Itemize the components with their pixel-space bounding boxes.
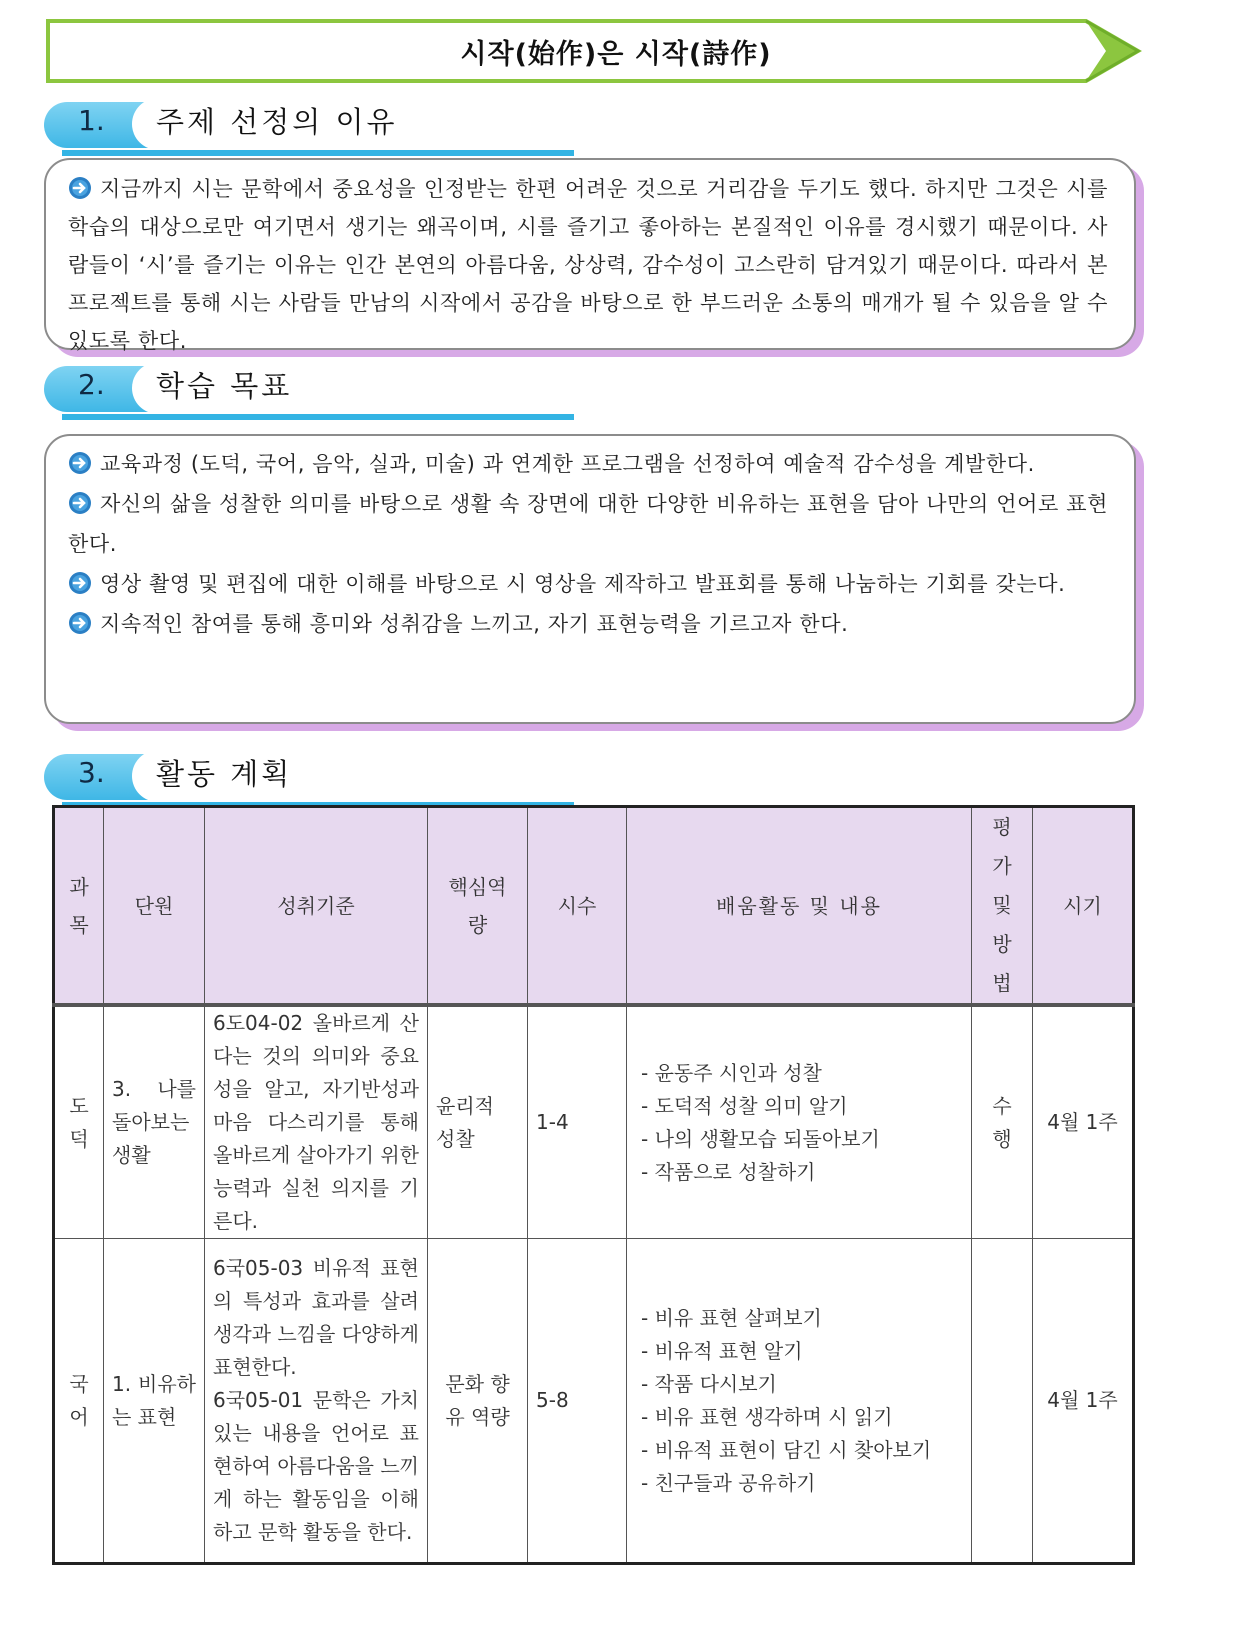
cell-activities <box>627 1239 972 1564</box>
activity-plan-table <box>52 805 1132 1565</box>
section-title: 활동 계획 <box>156 757 293 791</box>
goal-item <box>68 484 1108 564</box>
goal-text: 교육과정 (도덕, 국어, 음악, 실과, 미술) 과 연계한 프로그램을 선정하여 예술적 감수성을 계발한다. <box>100 452 1035 476</box>
cell-unit: 3. 나를 돌아보는 생활 <box>104 1005 205 1239</box>
cell-hours: 1-4 <box>528 1005 627 1239</box>
title-banner <box>46 18 1196 84</box>
activity-item: - 작품으로 성찰하기 <box>641 1159 816 1184</box>
section-heading-1 <box>44 98 574 158</box>
goal-text: 지속적인 참여를 통해 흥미와 성취감을 느끼고, 자기 표현능력을 기르고자 한다. <box>100 612 849 636</box>
cell-timing: 4월 1주 <box>1033 1005 1134 1239</box>
arrow-circle-icon <box>68 611 92 635</box>
section-underline <box>62 150 574 156</box>
section-number: 3. <box>78 756 105 789</box>
cell-unit: 1. 비유하는 표현 <box>104 1239 205 1564</box>
arrow-circle-icon <box>68 571 92 595</box>
header-evaluation: 평 가 및 방 법 <box>972 807 1033 1006</box>
section-heading-2 <box>44 362 574 422</box>
header-unit: 단원 <box>104 807 205 1006</box>
cell-timing: 4월 1주 <box>1033 1239 1134 1564</box>
cell-competency: 문화 향유 역량 <box>428 1239 528 1564</box>
reason-box <box>44 158 1136 353</box>
section-title: 학습 목표 <box>156 369 293 403</box>
cell-subject: 국 어 <box>54 1239 104 1564</box>
activity-item: - 비유 표현 생각하며 시 읽기 <box>641 1404 893 1429</box>
table-header-row <box>54 807 1134 1006</box>
activity-item: - 비유 표현 살펴보기 <box>641 1305 822 1330</box>
header-subject: 과 목 <box>54 807 104 1006</box>
table-row <box>54 1239 1134 1564</box>
goal-text: 영상 촬영 및 편집에 대한 이해를 바탕으로 시 영상을 제작하고 발표회를 통해 나눔하는 기회를 갖는다. <box>100 572 1066 596</box>
activity-item: - 나의 생활모습 되돌아보기 <box>641 1126 880 1151</box>
goal-text: 자신의 삶을 성찰한 의미를 바탕으로 생활 속 장면에 대한 다양한 비유하는 표현을 담아 나만의 언어로 표현한다. <box>68 492 1108 556</box>
header-competency: 핵심역 량 <box>428 807 528 1006</box>
header-timing: 시기 <box>1033 807 1134 1006</box>
activity-item: - 윤동주 시인과 성찰 <box>641 1060 822 1085</box>
reason-text: 지금까지 시는 문학에서 중요성을 인정받는 한편 어려운 것으로 거리감을 두기도 했다. 하지만 그것은 시를 학습의 대상으로만 여기면서 생기는 왜곡이며, 시를 즐기고 좋아하는 본질적인 이유를 경시했기 때문이다. 사람들이 ‘시’를 즐기는 이유는 인간 본연의 아름다움, 상상력, 감수성이 고스란히 담겨있기 때문이다. 따라서 본 프로젝트를 통해 시는 사람들 만남의 시작에서 공감을 바탕으로 한 부드러운 소통의 매개가 될 수 있음을 알 수 있도록 한다. <box>68 177 1108 353</box>
cell-subject: 도 덕 <box>54 1005 104 1239</box>
arrow-circle-icon <box>68 491 92 515</box>
cell-standard: 6도04-02 올바르게 산다는 것의 의미와 중요성을 알고, 자기반성과 마음 다스리기를 통해 올바르게 살아가기 위한 능력과 실천 의지를 기른다. <box>205 1005 428 1239</box>
activity-item: - 비유적 표현 알기 <box>641 1338 803 1363</box>
cell-evaluation: 수 행 <box>972 1005 1033 1239</box>
header-activities: 배움활동 및 내용 <box>627 807 972 1006</box>
page-title: 시작(始作)은 시작(詩作) <box>460 38 772 70</box>
goal-item <box>68 444 1108 484</box>
activity-item: - 작품 다시보기 <box>641 1371 777 1396</box>
arrow-circle-icon <box>68 176 92 200</box>
goal-item <box>68 604 1108 644</box>
arrow-circle-icon <box>68 451 92 475</box>
activity-item: - 도덕적 성찰 의미 알기 <box>641 1093 848 1118</box>
cell-competency: 윤리적 성찰 <box>428 1005 528 1239</box>
section-number: 2. <box>78 368 105 401</box>
section-number: 1. <box>78 104 105 137</box>
cell-standard: 6국05-03 비유적 표현의 특성과 효과를 살려 생각과 느낌을 다양하게 표현한다. 6국05-01 문학은 가치 있는 내용을 언어로 표현하여 아름다움을 느끼게 하는 활동임을 이해하고 문학 활동을 한다. <box>205 1239 428 1564</box>
header-standard: 성취기준 <box>205 807 428 1006</box>
cell-hours: 5-8 <box>528 1239 627 1564</box>
activity-item: - 비유적 표현이 담긴 시 찾아보기 <box>641 1437 932 1462</box>
section-title: 주제 선정의 이유 <box>156 105 398 139</box>
section-underline <box>62 414 574 420</box>
goals-box <box>44 434 1136 724</box>
cell-activities <box>627 1005 972 1239</box>
goal-item <box>68 564 1108 604</box>
cell-evaluation <box>972 1239 1033 1564</box>
table-row <box>54 1005 1134 1239</box>
activity-item: - 친구들과 공유하기 <box>641 1470 816 1495</box>
header-hours: 시수 <box>528 807 627 1006</box>
reason-paragraph <box>68 170 1108 360</box>
section-heading-3 <box>44 750 574 810</box>
